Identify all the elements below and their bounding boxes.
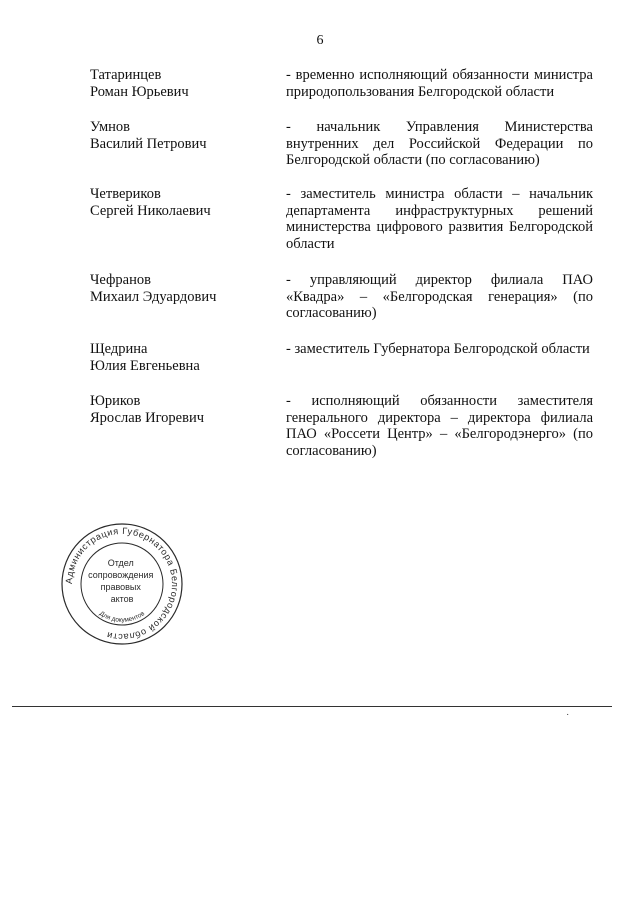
surname: Четвериков <box>90 186 161 202</box>
stamp-line: правовых <box>100 582 141 592</box>
person-name <box>90 393 280 427</box>
given-names: Михаил Эдуардович <box>90 289 217 305</box>
position-description: - начальник Управления Министерства внутренних дел Российской Федерации по Белгородской области (по согласованию) <box>286 119 593 168</box>
surname: Щедрина <box>90 341 148 357</box>
horizontal-rule <box>12 706 612 707</box>
given-names: Юлия Евгеньевна <box>90 358 200 374</box>
surname: Умнов <box>90 119 131 135</box>
position-description: - исполняющий обязанности заместителя генерального директора – директора филиала ПАО «Россети Центр» – «Белгородэнерго» (по согласованию) <box>286 393 593 459</box>
person-name <box>90 67 280 101</box>
person-name <box>90 272 280 306</box>
page-number: 6 <box>316 33 324 48</box>
stamp-ring-text: Администрация Губернатора Белгородской области <box>63 525 181 643</box>
given-names: Сергей Николаевич <box>90 203 211 219</box>
person-name <box>90 186 280 220</box>
given-names: Василий Петрович <box>90 136 207 152</box>
surname: Юриков <box>90 393 141 409</box>
stamp-line: актов <box>110 594 134 604</box>
person-name <box>90 119 280 153</box>
surname: Татаринцев <box>90 67 162 83</box>
official-stamp <box>60 522 184 646</box>
surname: Чефранов <box>90 272 151 288</box>
position-description: - управляющий директор филиала ПАО «Квадра» – «Белгородская генерация» (по согласованию) <box>286 272 593 321</box>
position-description: - временно исполняющий обязанности министра природопользования Белгородской области <box>286 67 593 100</box>
stamp-line: сопровождения <box>88 570 154 580</box>
position-description: - заместитель министра области – начальник департамента инфраструктурных решений министерства цифрового развития Белгородской области <box>286 186 593 252</box>
scan-mark: ˙ <box>566 713 570 724</box>
stamp-line: Отдел <box>107 558 134 568</box>
given-names: Роман Юрьевич <box>90 84 189 100</box>
stamp-bottom-text: Для документов <box>98 610 146 624</box>
person-name <box>90 341 280 375</box>
given-names: Ярослав Игоревич <box>90 410 205 426</box>
position-description: - заместитель Губернатора Белгородской области <box>286 341 590 357</box>
svg-text:Отдел сопровождения пр <box>88 558 156 604</box>
